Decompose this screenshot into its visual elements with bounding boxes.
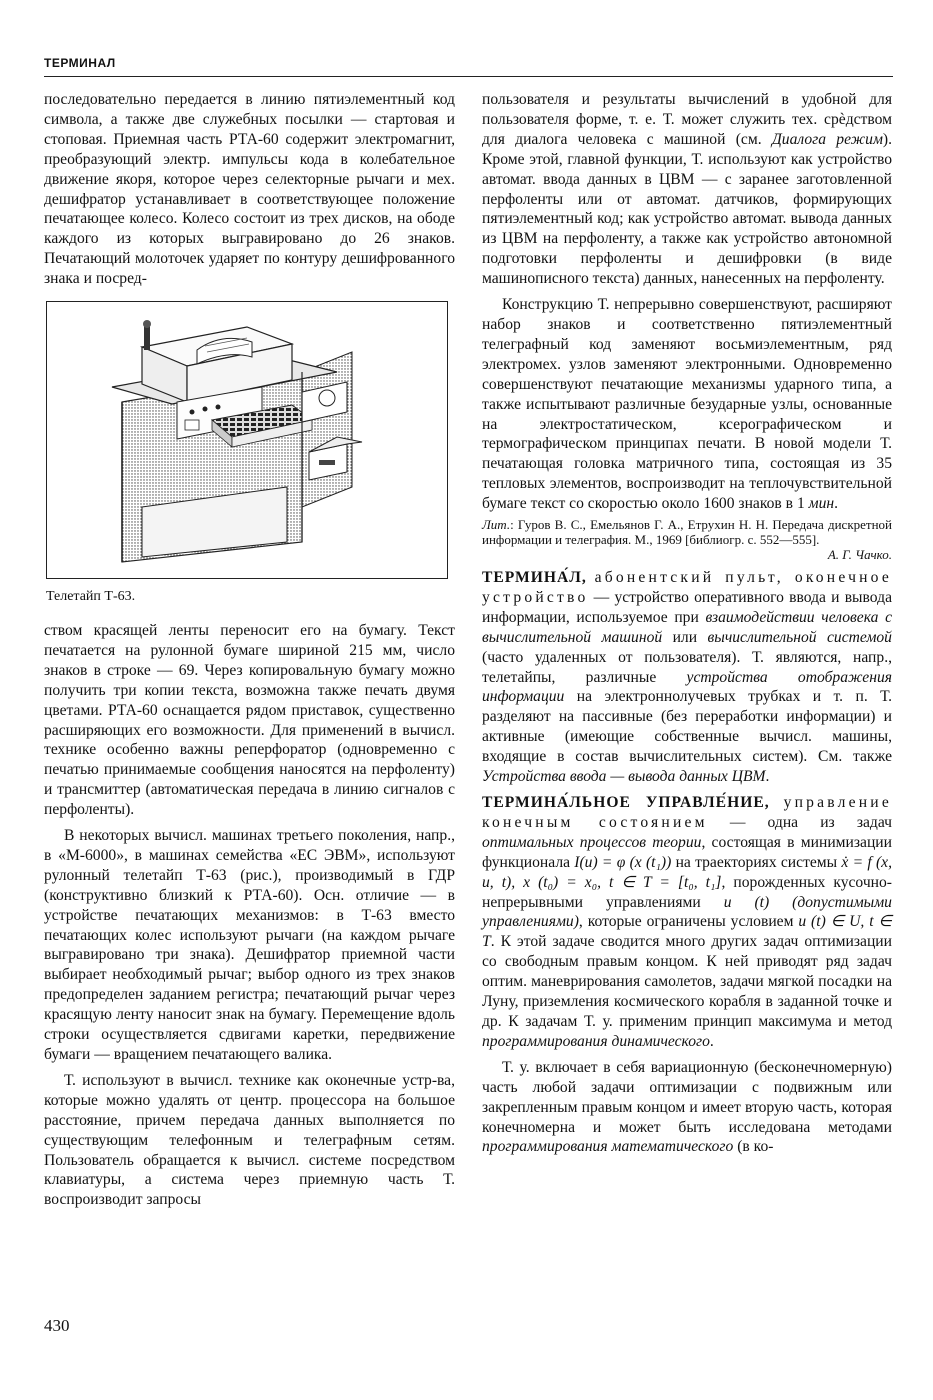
text-run: (в ко- <box>733 1138 774 1156</box>
text-run: . <box>834 495 839 513</box>
text-run: . <box>709 1032 714 1050</box>
entry-terminal <box>482 568 892 787</box>
cross-reference: вычислительной системой <box>707 628 892 646</box>
teletype-illustration <box>47 302 447 578</box>
text-run: ). Кроме этой, главной функции, Т. используют как устройство автомат. ввода данных в ЦВМ — с заранее заготовленной перфоленты или от автомат. датчиков, формирующих пятиэлементный код; как устройство автомат. вывода данных из ЦВМ на перфоленту, а также как устройство автономной подготовки перфоленты и дешифровки (в виде машинописного текста) данных, нанесенных на перфоленту. <box>482 130 892 288</box>
author-signature: А. Г. Чачко. <box>827 547 892 563</box>
text-run: , порожденных кусочно-непрерывными управлениями <box>482 873 892 911</box>
text-run: или <box>662 628 708 646</box>
cross-reference: программирования математического <box>482 1138 734 1156</box>
literature-text: : Гуров В. С., Емельянов Г. А., Етрухин Н. Н. Передача дискретной информации и телеграфия. М., 1969 [библиогр. с. 552—555]. <box>482 517 892 547</box>
left-column <box>44 90 455 1210</box>
text-run: . К этой задаче сводится много других задач оптимизации со свободным правым концом. К ней приводят ряд задач оптим. маневрирования самолетов, задачи мягкой посадки на Луну, приземления космического корабля в заданной точке и др. К задачам Т. у. применим принцип максимума и метод <box>482 933 892 1030</box>
left-paragraph-4: Т. используют в вычисл. технике как оконечные устр-ва, которые можно удалять от центр. процессора на большое расстояние, причем передача данных выполняется по существующим телефонным и телеграфным сетям. Пользователь обращается к вычисл. системе посредством клавиатуры, а система через приемную часть Т. воспроизводит запросы <box>44 1071 455 1209</box>
text-run: пользователя и результаты вычислений в удобной для пользователя форме, т. е. Т. может служить тех. срѐдством для диалога человека с машиной (см. <box>482 91 892 148</box>
cross-reference: оптимальных процессов теории <box>482 833 702 851</box>
entry-synonyms: абонентский пульт, оконечное устройство <box>482 569 892 606</box>
formula: ẋ = f (x, u, t), x (t₀) = x₀, t ∈ T = [t₀, t₁] <box>482 853 892 891</box>
cross-reference: Диалога режим <box>771 130 883 148</box>
text-run: — одна из задач <box>707 813 892 831</box>
formula: I(u) = φ (x (t₁)) <box>574 853 672 871</box>
formula: u (t) <box>723 893 770 911</box>
text-run: на траекториях системы <box>671 853 842 871</box>
figure-caption: Телетайп Т-63. <box>46 589 136 605</box>
left-paragraph-1: последовательно передается в линию пятиэлементный код символа, а также две служебных посылки — стартовая и стоповая. Приемная часть РТА-60 содержит электромагнит, преобразующий электр. импульсы кода в колебательное движение якоря, которое через селекторные рычаги и мех. дешифратор устанавливает в соответствующее положение печатающее колесо. Колесо состоит из трех дисков, на ободе каждого из которых выгравировано до 26 знаков. Печатающий молоточек ударяет по контуру дешифрованного знака и посред- <box>44 91 455 288</box>
literature-label: Лит. <box>482 517 511 533</box>
text-run: Конструкцию Т. непрерывно совершенствуют, расширяют набор знаков и соответственно пятиэлементный телеграфный код заменяют восьмиэлементным, ряд электромех. узлов заменяют электронными. Одновременно совершенствуют печатающие механизмы ударного типа, а также испытывают различные безударные узлы, основанные на электростатическом, ксерографическом и термографическом принципах печати. В новой модели Т. печатающая головка матричного типа, состоящая из 35 тепловых элементов, воспроизводит на теплочувствительной бумаге текст со скоростью около 1600 знаков в 1 <box>482 296 892 513</box>
formula: u (t) ∈ U, t ∈ T <box>482 913 892 951</box>
cross-reference: взаимодействии человека с вычислительной машиной <box>482 608 892 646</box>
cross-reference: программирования динамического <box>482 1032 710 1050</box>
right-paragraph-1 <box>482 90 892 289</box>
entry-title: ТЕРМИНА́Л, <box>482 569 587 587</box>
right-column <box>482 90 892 1157</box>
entry-title: ТЕРМИНА́ЛЬНОЕ УПРАВЛЕ́НИЕ, <box>482 794 770 811</box>
text-run: Т. у. включает в себя вариационную (бесконечномерную) часть любой задачи оптимизации с подвижным или закрепленным правым концом и имеет вторую часть, которая конечномерна и может быть исследована методами <box>482 1058 892 1136</box>
left-paragraph-3: В некоторых вычисл. машинах третьего поколения, напр., в «М-6000», в машинах семейства «ЕС ЭВМ», используют рулонный телетайп Т-63 (рис.), производимый в ГДР (конструктивно близкий к РТА-60). Осн. отличие — в устройстве печатающих механизмов: в Т-63 вместо печатающих колес используют рычаги (на каждом рычаге выгравировано три знака). Дешифратор приемной части выбирает необходимый рычаг; выбор одного из трех знаков предопределен заданием регистра; печатающий рычаг через красящую ленту наносит знак на бумагу. Перемещение вдоль строки осуществляется сдвигами каретки, передвижение бумаги — вращением печатающего валика. <box>44 827 455 1063</box>
text-run: , которые ограничены условием <box>578 913 799 931</box>
cross-reference: устройства отображения информации <box>482 668 893 706</box>
text-run: — устройство оперативного ввода и вывода информации, используемое при <box>482 588 892 626</box>
cross-reference: Устройства ввода — вывода данных ЦВМ <box>482 768 766 786</box>
left-paragraph-2: ством красящей ленты переносит его на бумагу. Текст печатается на рулонной бумаге шириной 215 мм, число знаков в строке — 69. Через копировальную бумагу можно получить три копии текста, возможна также печать двумя цветами. РТА-60 оснащается рядом приставок, существенно расширяющих его возможности. Для применений в вычисл. технике особенно важны реперфоратор (одновременно с печатью принимаемые сообщения наносятся на перфоленту) и трансмиттер (автоматическая передача в линию сигналов с перфоленты). <box>44 621 455 819</box>
unit: мин <box>808 495 835 513</box>
right-paragraph-2 <box>482 295 892 514</box>
text-run: (часто удаленных от пользователя). Т. являются, напр., телетайпы, различные <box>482 648 892 686</box>
entry-synonyms: управление конечным состоянием <box>482 794 892 831</box>
literature-reference <box>482 518 892 547</box>
text-run: . <box>765 768 770 786</box>
page-number: 430 <box>44 1316 70 1335</box>
right-paragraph-last <box>482 1058 892 1158</box>
text-run: , состоящая в минимизации функционала <box>482 833 892 871</box>
entry-terminal-control <box>482 793 892 1052</box>
header-rule <box>44 76 893 77</box>
running-head: ТЕРМИНАЛ <box>44 56 116 70</box>
cross-reference: (допустимыми управлениями) <box>482 893 892 931</box>
text-run: на электроннолучевых трубках и т. п. Т. разделяют на пассивные (без переработки информации) и активные (имеющие собственные вычисл. машины, входящие в состав вычислительных систем). См. также <box>482 688 892 766</box>
teletype-figure <box>46 301 448 579</box>
